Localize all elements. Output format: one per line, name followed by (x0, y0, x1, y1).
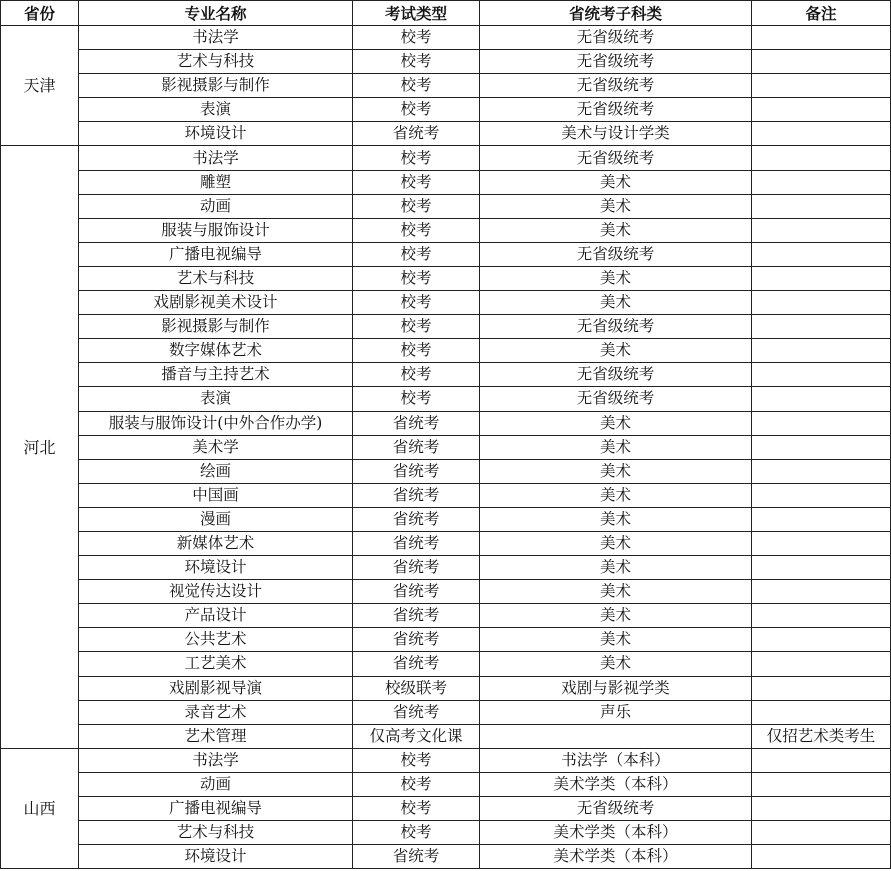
subject-cell: 美术学类（本科） (480, 845, 752, 869)
subject-cell: 美术 (480, 194, 752, 218)
note-cell (752, 74, 891, 98)
note-cell (752, 507, 891, 531)
table-row (1, 146, 891, 170)
table-row (1, 604, 891, 628)
subject-cell: 无省级统考 (480, 363, 752, 387)
note-cell (752, 652, 891, 676)
major-cell: 环境设计 (79, 556, 353, 580)
subject-cell: 美术 (480, 556, 752, 580)
major-cell: 书法学 (79, 748, 353, 772)
major-cell: 艺术与科技 (79, 266, 353, 290)
table-row (1, 772, 891, 796)
table-row (1, 315, 891, 339)
major-cell: 美术学 (79, 435, 353, 459)
exam-type-cell: 省统考 (353, 122, 480, 146)
note-cell (752, 772, 891, 796)
table-row (1, 387, 891, 411)
subject-cell: 美术 (480, 411, 752, 435)
table-row (1, 74, 891, 98)
subject-cell (480, 724, 752, 748)
header-province: 省份 (1, 1, 79, 26)
major-cell: 书法学 (79, 26, 353, 50)
table-row (1, 266, 891, 290)
major-cell: 雕塑 (79, 170, 353, 194)
subject-cell: 美术 (480, 628, 752, 652)
province-cell: 天津 (1, 26, 79, 146)
note-cell (752, 170, 891, 194)
exam-type-cell: 省统考 (353, 411, 480, 435)
table-row (1, 242, 891, 266)
note-cell (752, 797, 891, 821)
subject-cell: 戏剧与影视学类 (480, 676, 752, 700)
table-row (1, 170, 891, 194)
table-body (1, 26, 891, 869)
subject-cell: 美术 (480, 531, 752, 555)
exam-type-cell: 省统考 (353, 531, 480, 555)
exam-type-cell: 校考 (353, 266, 480, 290)
major-cell: 表演 (79, 387, 353, 411)
major-cell: 工艺美术 (79, 652, 353, 676)
header-row (1, 1, 891, 26)
major-cell: 艺术与科技 (79, 821, 353, 845)
note-cell (752, 580, 891, 604)
exam-type-cell: 校考 (353, 339, 480, 363)
note-cell (752, 556, 891, 580)
table-row (1, 218, 891, 242)
major-cell: 绘画 (79, 459, 353, 483)
exam-type-cell: 校考 (353, 387, 480, 411)
exam-type-cell: 省统考 (353, 435, 480, 459)
exam-type-cell: 校考 (353, 98, 480, 122)
note-cell (752, 700, 891, 724)
subject-cell: 美术学类（本科） (480, 821, 752, 845)
table-row (1, 507, 891, 531)
major-cell: 表演 (79, 98, 353, 122)
major-cell: 影视摄影与制作 (79, 74, 353, 98)
exam-type-cell: 校考 (353, 291, 480, 315)
major-cell: 动画 (79, 772, 353, 796)
exam-type-cell: 校考 (353, 170, 480, 194)
note-cell (752, 266, 891, 290)
table-row (1, 531, 891, 555)
exam-type-cell: 省统考 (353, 628, 480, 652)
exam-type-cell: 省统考 (353, 556, 480, 580)
table-row (1, 411, 891, 435)
note-cell (752, 291, 891, 315)
province-cell: 河北 (1, 146, 79, 748)
major-cell: 录音艺术 (79, 700, 353, 724)
table-row (1, 676, 891, 700)
subject-cell: 美术 (480, 218, 752, 242)
note-cell (752, 50, 891, 74)
note-cell (752, 435, 891, 459)
exam-type-cell: 校考 (353, 146, 480, 170)
note-cell (752, 387, 891, 411)
note-cell (752, 194, 891, 218)
exam-type-cell: 省统考 (353, 700, 480, 724)
note-cell (752, 676, 891, 700)
major-cell: 漫画 (79, 507, 353, 531)
table-row (1, 748, 891, 772)
table-row (1, 556, 891, 580)
subject-cell: 美术学类（本科） (480, 772, 752, 796)
major-cell: 戏剧影视美术设计 (79, 291, 353, 315)
note-cell (752, 146, 891, 170)
note-cell (752, 363, 891, 387)
table-row (1, 122, 891, 146)
major-cell: 产品设计 (79, 604, 353, 628)
table-row (1, 194, 891, 218)
table-row (1, 797, 891, 821)
exam-type-cell: 校考 (353, 315, 480, 339)
major-cell: 新媒体艺术 (79, 531, 353, 555)
exam-type-cell: 校考 (353, 218, 480, 242)
subject-cell: 无省级统考 (480, 26, 752, 50)
major-cell: 数字媒体艺术 (79, 339, 353, 363)
subject-cell: 无省级统考 (480, 242, 752, 266)
note-cell (752, 339, 891, 363)
subject-cell: 美术 (480, 435, 752, 459)
table-row (1, 845, 891, 869)
subject-cell: 美术 (480, 604, 752, 628)
note-cell: 仅招艺术类考生 (752, 724, 891, 748)
table-row (1, 459, 891, 483)
major-cell: 播音与主持艺术 (79, 363, 353, 387)
note-cell (752, 122, 891, 146)
major-cell: 服装与服饰设计 (79, 218, 353, 242)
table-row (1, 291, 891, 315)
subject-cell: 无省级统考 (480, 146, 752, 170)
table-row (1, 821, 891, 845)
major-cell: 艺术与科技 (79, 50, 353, 74)
exam-type-cell: 省统考 (353, 507, 480, 531)
exam-type-cell: 省统考 (353, 604, 480, 628)
exam-type-cell: 省统考 (353, 580, 480, 604)
subject-cell: 美术 (480, 170, 752, 194)
subject-cell: 无省级统考 (480, 74, 752, 98)
header-major: 专业名称 (79, 1, 353, 26)
subject-cell: 无省级统考 (480, 315, 752, 339)
subject-cell: 美术与设计学类 (480, 122, 752, 146)
table-row (1, 98, 891, 122)
exam-type-cell: 省统考 (353, 483, 480, 507)
exam-type-cell: 校考 (353, 772, 480, 796)
exam-type-cell: 省统考 (353, 459, 480, 483)
major-cell: 动画 (79, 194, 353, 218)
subject-cell: 美术 (480, 459, 752, 483)
subject-cell: 美术 (480, 266, 752, 290)
note-cell (752, 98, 891, 122)
table-row (1, 50, 891, 74)
subject-cell: 无省级统考 (480, 387, 752, 411)
exam-type-cell: 校考 (353, 797, 480, 821)
note-cell (752, 26, 891, 50)
header-subject: 省统考子科类 (480, 1, 752, 26)
exam-type-cell: 校考 (353, 242, 480, 266)
major-cell: 戏剧影视导演 (79, 676, 353, 700)
subject-cell: 无省级统考 (480, 98, 752, 122)
note-cell (752, 411, 891, 435)
major-cell: 服装与服饰设计(中外合作办学) (79, 411, 353, 435)
table-row (1, 700, 891, 724)
header-exam-type: 考试类型 (353, 1, 480, 26)
note-cell (752, 531, 891, 555)
subject-cell: 书法学（本科） (480, 748, 752, 772)
table-row (1, 580, 891, 604)
major-cell: 环境设计 (79, 122, 353, 146)
major-cell: 公共艺术 (79, 628, 353, 652)
subject-cell: 无省级统考 (480, 50, 752, 74)
subject-cell: 美术 (480, 507, 752, 531)
exam-type-cell: 仅高考文化课 (353, 724, 480, 748)
note-cell (752, 483, 891, 507)
exam-type-cell: 省统考 (353, 845, 480, 869)
exam-type-cell: 校级联考 (353, 676, 480, 700)
exam-type-cell: 校考 (353, 74, 480, 98)
major-cell: 广播电视编导 (79, 242, 353, 266)
major-cell: 广播电视编导 (79, 797, 353, 821)
major-cell: 中国画 (79, 483, 353, 507)
table-row (1, 26, 891, 50)
subject-cell: 美术 (480, 652, 752, 676)
note-cell (752, 315, 891, 339)
exam-type-cell: 校考 (353, 363, 480, 387)
table-row (1, 724, 891, 748)
exam-type-cell: 省统考 (353, 652, 480, 676)
major-cell: 书法学 (79, 146, 353, 170)
table-row (1, 628, 891, 652)
exam-type-cell: 校考 (353, 50, 480, 74)
exam-type-cell: 校考 (353, 748, 480, 772)
note-cell (752, 218, 891, 242)
subject-cell: 美术 (480, 580, 752, 604)
subject-cell: 美术 (480, 339, 752, 363)
exam-type-cell: 校考 (353, 194, 480, 218)
subject-cell: 美术 (480, 291, 752, 315)
header-note: 备注 (752, 1, 891, 26)
note-cell (752, 845, 891, 869)
table-row (1, 652, 891, 676)
table-row (1, 483, 891, 507)
note-cell (752, 628, 891, 652)
exam-type-cell: 校考 (353, 26, 480, 50)
exam-type-cell: 校考 (353, 821, 480, 845)
subject-cell: 无省级统考 (480, 797, 752, 821)
table-row (1, 339, 891, 363)
subject-cell: 声乐 (480, 700, 752, 724)
province-cell: 山西 (1, 748, 79, 868)
note-cell (752, 748, 891, 772)
major-cell: 环境设计 (79, 845, 353, 869)
major-cell: 视觉传达设计 (79, 580, 353, 604)
note-cell (752, 459, 891, 483)
note-cell (752, 821, 891, 845)
major-cell: 艺术管理 (79, 724, 353, 748)
table-row (1, 363, 891, 387)
note-cell (752, 604, 891, 628)
table-row (1, 435, 891, 459)
major-cell: 影视摄影与制作 (79, 315, 353, 339)
subject-cell: 美术 (480, 483, 752, 507)
note-cell (752, 242, 891, 266)
